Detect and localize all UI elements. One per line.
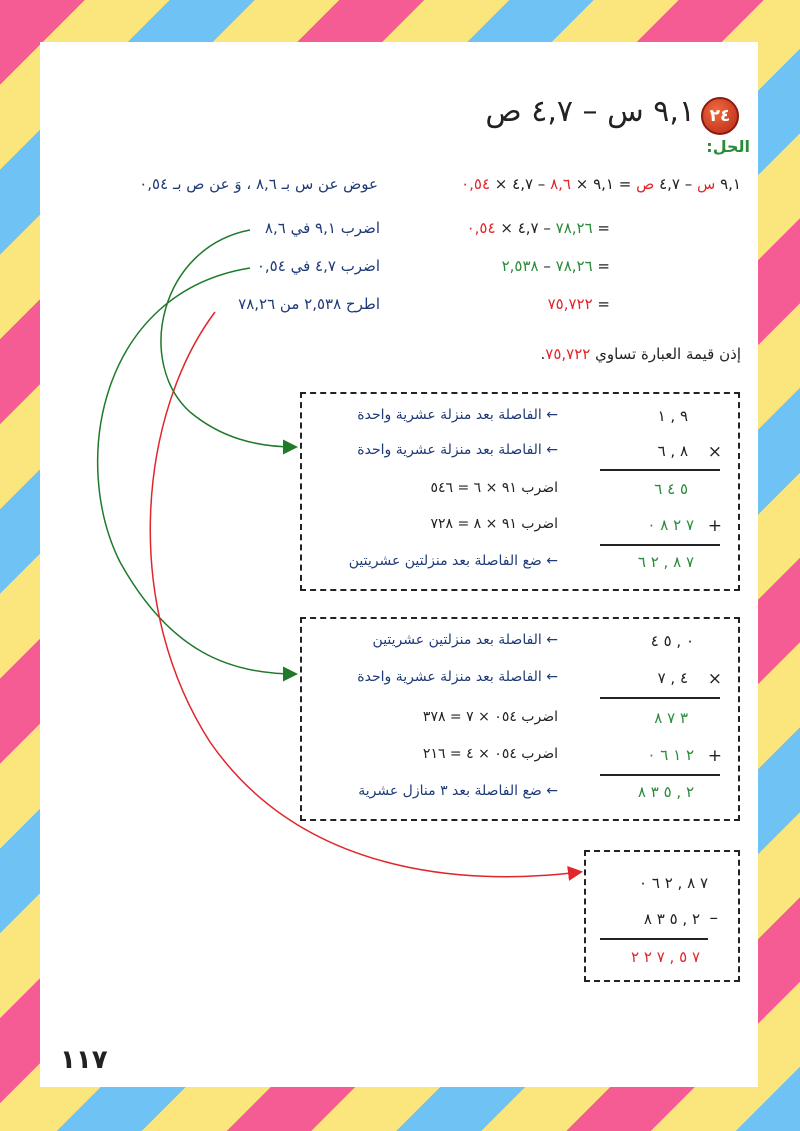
box2-row1-digits: ٠ , ٥ ٤ — [650, 632, 694, 650]
term-var-p: ص — [636, 175, 655, 193]
multiplication-box-1 — [300, 392, 740, 591]
problem-number-badge: ٢٤ — [701, 97, 739, 135]
box1-row3-note: اضرب ٩١ × ٦ = ٥٤٦ — [430, 480, 558, 496]
box2-row4-note: اضرب ٠٥٤ × ٤ = ٢١٦ — [422, 746, 558, 762]
step-3-eq: = — [597, 295, 610, 313]
box2-row3-digits: ٣ ٧ ٨ — [654, 709, 688, 727]
box1-row1-note: ← الفاصلة بعد منزلة عشرية واحدة — [357, 407, 558, 423]
conclusion-text: إذن قيمة العبارة تساوي — [595, 345, 741, 363]
sub-value-s: ٨,٦ — [550, 175, 571, 193]
box1-row5-digits: ٧ ٨ , ٢ ٦ — [637, 553, 694, 571]
step-1-op: – ٤,٧ × — [500, 219, 551, 237]
substitution-equation — [461, 175, 741, 193]
sub-value-p: ٠,٥٤ — [461, 175, 491, 193]
box2-plus-sign: + — [707, 746, 722, 766]
solution-label: الحل: — [706, 137, 750, 156]
subtraction-box — [584, 850, 740, 982]
problem-expression: ٩,١ س – ٤,٧ ص — [485, 94, 695, 129]
box2-row5-note: ← ضع الفاصلة بعد ٣ منازل عشرية — [358, 783, 558, 799]
conclusion-value: ٧٥,٧٢٢ — [545, 345, 591, 363]
step-1-equation — [420, 219, 610, 237]
box2-rule-1 — [600, 697, 720, 699]
conclusion — [541, 345, 742, 363]
box1-row1-digits: ٩ , ١ — [657, 407, 688, 425]
page-number: ١١٧ — [60, 1045, 108, 1075]
sub-term-1: ٩,١ × — [575, 175, 614, 193]
box2-times-sign: × — [707, 669, 722, 689]
step-2-eq: = — [597, 257, 610, 275]
substitution-instruction: عوض عن س بـ ٨,٦ ، وَ عن ص بـ ٠,٥٤ — [139, 175, 378, 193]
box1-row2-note: ← الفاصلة بعد منزلة عشرية واحدة — [357, 442, 558, 458]
step-2-op: – — [543, 257, 551, 275]
worksheet-page — [40, 42, 758, 1087]
step-2-note: اضرب ٤,٧ في ٠,٥٤ — [256, 257, 380, 275]
step-2-value-a: ٧٨,٢٦ — [555, 257, 593, 275]
step-1-note: اضرب ٩,١ في ٨,٦ — [264, 219, 380, 237]
step-3-equation — [420, 295, 610, 313]
box3-row1: ٧ ٨ , ٢ ٦ ٠ — [639, 874, 708, 892]
box3-row2: ٢ , ٥ ٣ ٨ — [643, 910, 700, 928]
conclusion-dot: . — [540, 345, 546, 363]
equals-sign: = — [618, 175, 632, 193]
term-coef-a: ٩,١ — [720, 175, 741, 193]
box1-plus-sign: + — [707, 516, 722, 536]
step-3-note: اطرح ٢,٥٣٨ من ٧٨,٢٦ — [238, 295, 380, 313]
step-2-value-c: ٢,٥٣٨ — [501, 257, 539, 275]
term-minus-b: – ٤,٧ — [659, 175, 693, 193]
step-2-equation — [420, 257, 610, 275]
multiplication-box-2 — [300, 617, 740, 821]
box2-row3-note: اضرب ٠٥٤ × ٧ = ٣٧٨ — [422, 709, 558, 725]
step-1-value-a: ٧٨,٢٦ — [555, 219, 593, 237]
box2-row4-digits: ٢ ١ ٦ ٠ — [647, 746, 694, 764]
box2-row1-note: ← الفاصلة بعد منزلتين عشريتين — [372, 632, 558, 648]
box1-row2-digits: ٨ , ٦ — [657, 442, 688, 460]
box2-rule-2 — [600, 774, 720, 776]
box1-rule-2 — [600, 544, 720, 546]
step-1-value-c: ٠,٥٤ — [466, 219, 496, 237]
arrow-step2-to-box2 — [98, 268, 295, 674]
box2-row2-digits: ٤ , ٧ — [657, 669, 688, 687]
box1-row4-note: اضرب ٩١ × ٨ = ٧٢٨ — [430, 516, 558, 532]
box1-row5-note: ← ضع الفاصلة بعد منزلتين عشريتين — [348, 553, 558, 569]
box1-times-sign: × — [707, 442, 722, 462]
box2-row2-note: ← الفاصلة بعد منزلة عشرية واحدة — [357, 669, 558, 685]
box1-row4-digits: ٧ ٢ ٨ ٠ — [647, 516, 694, 534]
step-3-value: ٧٥,٧٢٢ — [547, 295, 593, 313]
step-1-eq: = — [597, 219, 610, 237]
box1-rule-1 — [600, 469, 720, 471]
box3-result: ٧ ٥ , ٧ ٢ ٢ — [631, 948, 700, 966]
box3-minus-sign: – — [709, 908, 718, 928]
sub-term-2: – ٤,٧ × — [494, 175, 546, 193]
term-var-s: س — [697, 175, 716, 193]
box1-row3-digits: ٥ ٤ ٦ — [654, 480, 688, 498]
box2-row5-digits: ٢ , ٥ ٣ ٨ — [637, 783, 694, 801]
box3-rule — [600, 938, 708, 940]
